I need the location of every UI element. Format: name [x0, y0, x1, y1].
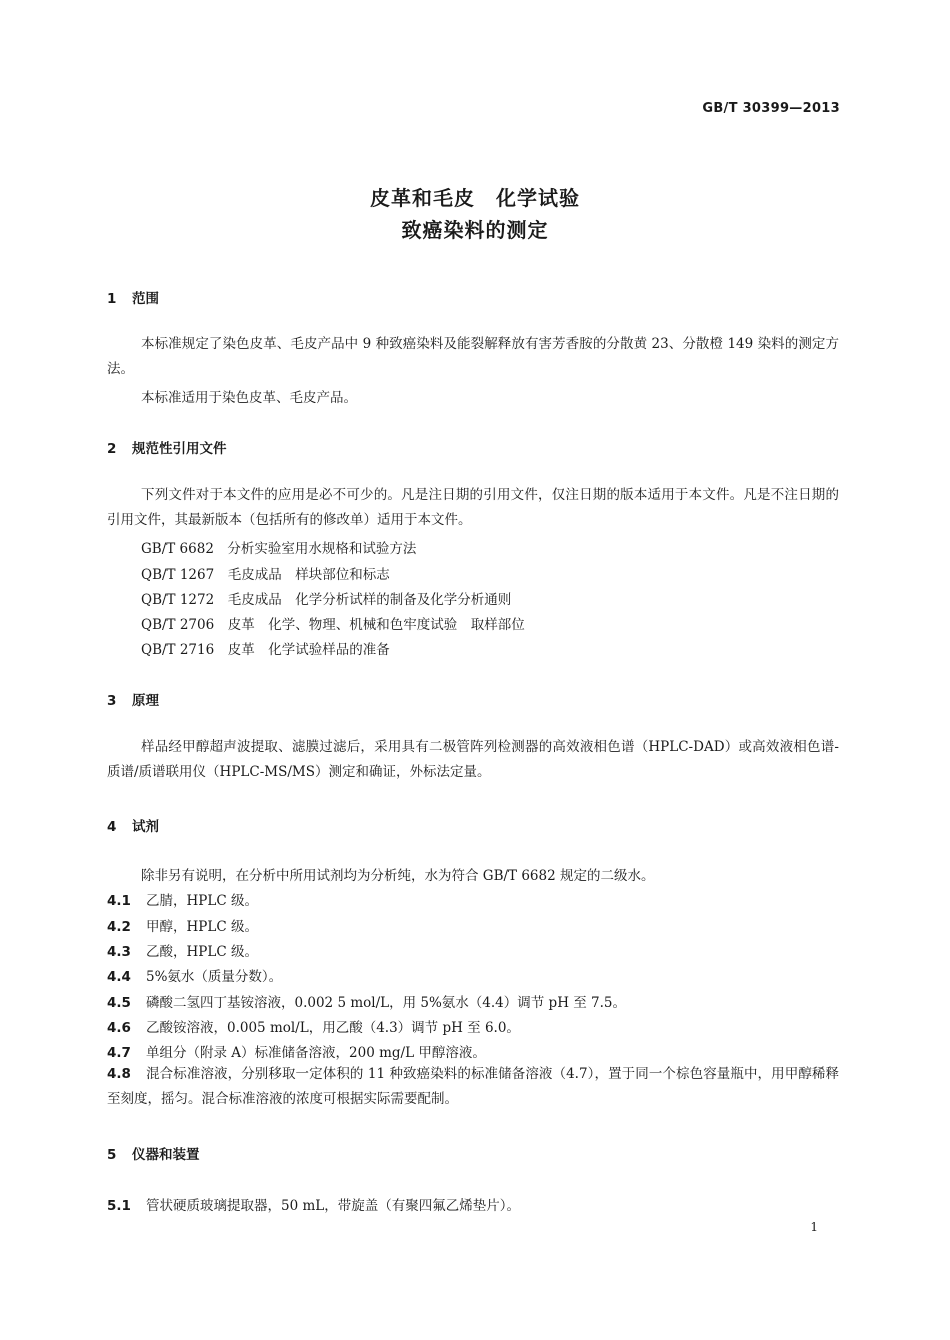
section-2-heading: [107, 437, 227, 457]
section-1-heading: [107, 287, 159, 307]
item-text: 5%氨水（质量分数）。: [146, 969, 283, 985]
reagent-item: [107, 889, 258, 909]
reagent-item: [107, 915, 258, 935]
section-3-paragraph-1: 样品经甲醇超声波提取、滤膜过滤后，采用具有二极管阵列检测器的高效液相色谱（HPLC-DAD）或高效液相色谱-质谱/质谱联用仪（HPLC-MS/MS）测定和确证，外标法定量。: [107, 739, 839, 780]
section-5-heading: [107, 1143, 200, 1163]
standard-code: GB/T 30399—2013: [702, 101, 840, 116]
item-text: 磷酸二氢四丁基铵溶液，0.002 5 mol/L，用 5%氨水（4.4）调节 pH 至 7.5。: [146, 995, 627, 1011]
reagent-item: [107, 940, 258, 960]
normative-reference: QB/T 2716 皮革 化学试验样品的准备: [141, 642, 390, 658]
section-4-paragraph-1: 除非另有说明，在分析中所用试剂均为分析纯，水为符合 GB/T 6682 规定的二级水。: [141, 868, 655, 884]
section-number: 4: [107, 819, 117, 835]
item-number: 4.8: [107, 1066, 131, 1082]
reagent-item: [107, 1041, 486, 1061]
reagent-item: [107, 965, 282, 985]
section-title: 试剂: [132, 819, 159, 835]
item-number: 5.1: [107, 1198, 131, 1214]
section-title: 范围: [132, 291, 159, 307]
section-4-heading: [107, 815, 159, 835]
section-1-paragraph-1: 本标准规定了染色皮革、毛皮产品中 9 种致癌染料及能裂解释放有害芳香胺的分散黄 23、分散橙 149 染料的测定方法。: [107, 336, 839, 377]
reagent-item: [107, 1062, 839, 1112]
reagent-item: [107, 1016, 520, 1036]
document-title-line2: 致癌染料的测定: [401, 218, 549, 242]
item-number: 4.3: [107, 944, 131, 960]
section-number: 3: [107, 693, 117, 709]
apparatus-item: [107, 1194, 520, 1214]
item-text: 乙酸，HPLC 级。: [146, 944, 258, 960]
item-text: 单组分（附录 A）标准储备溶液，200 mg/L 甲醇溶液。: [146, 1045, 486, 1061]
normative-reference: QB/T 2706 皮革 化学、物理、机械和色牢度试验 取样部位: [141, 617, 525, 633]
item-number: 4.4: [107, 969, 131, 985]
section-3-heading: [107, 689, 159, 709]
section-1-paragraph-2: 本标准适用于染色皮革、毛皮产品。: [141, 390, 357, 406]
normative-reference: QB/T 1267 毛皮成品 样块部位和标志: [141, 567, 390, 583]
section-2-paragraph-1: 下列文件对于本文件的应用是必不可少的。凡是注日期的引用文件，仅注日期的版本适用于本文件。凡是不注日期的引用文件，其最新版本（包括所有的修改单）适用于本文件。: [107, 487, 839, 528]
item-text: 管状硬质玻璃提取器，50 mL，带旋盖（有聚四氟乙烯垫片）。: [146, 1198, 520, 1214]
section-number: 5: [107, 1147, 117, 1163]
item-text: 甲醇，HPLC 级。: [146, 919, 258, 935]
item-text: 乙腈，HPLC 级。: [146, 893, 258, 909]
item-number: 4.1: [107, 893, 131, 909]
normative-reference: GB/T 6682 分析实验室用水规格和试验方法: [141, 541, 417, 557]
section-title: 规范性引用文件: [132, 441, 227, 457]
item-text: 混合标准溶液，分别移取一定体积的 11 种致癌染料的标准储备溶液（4.7），置于同一个棕色容量瓶中，用甲醇稀释至刻度，摇匀。混合标准溶液的浓度可根据实际需要配制。: [107, 1066, 839, 1107]
normative-reference: QB/T 1272 毛皮成品 化学分析试样的制备及化学分析通则: [141, 592, 512, 608]
item-text: 乙酸铵溶液，0.005 mol/L，用乙酸（4.3）调节 pH 至 6.0。: [146, 1020, 520, 1036]
item-number: 4.7: [107, 1045, 131, 1061]
section-title: 仪器和装置: [132, 1147, 200, 1163]
item-number: 4.2: [107, 919, 131, 935]
section-number: 1: [107, 291, 117, 307]
section-number: 2: [107, 441, 117, 457]
page-number: 1: [810, 1220, 818, 1234]
document-title-line1: 皮革和毛皮 化学试验: [370, 186, 580, 210]
reagent-item: [107, 991, 626, 1011]
section-title: 原理: [132, 693, 159, 709]
item-number: 4.5: [107, 995, 131, 1011]
item-number: 4.6: [107, 1020, 131, 1036]
